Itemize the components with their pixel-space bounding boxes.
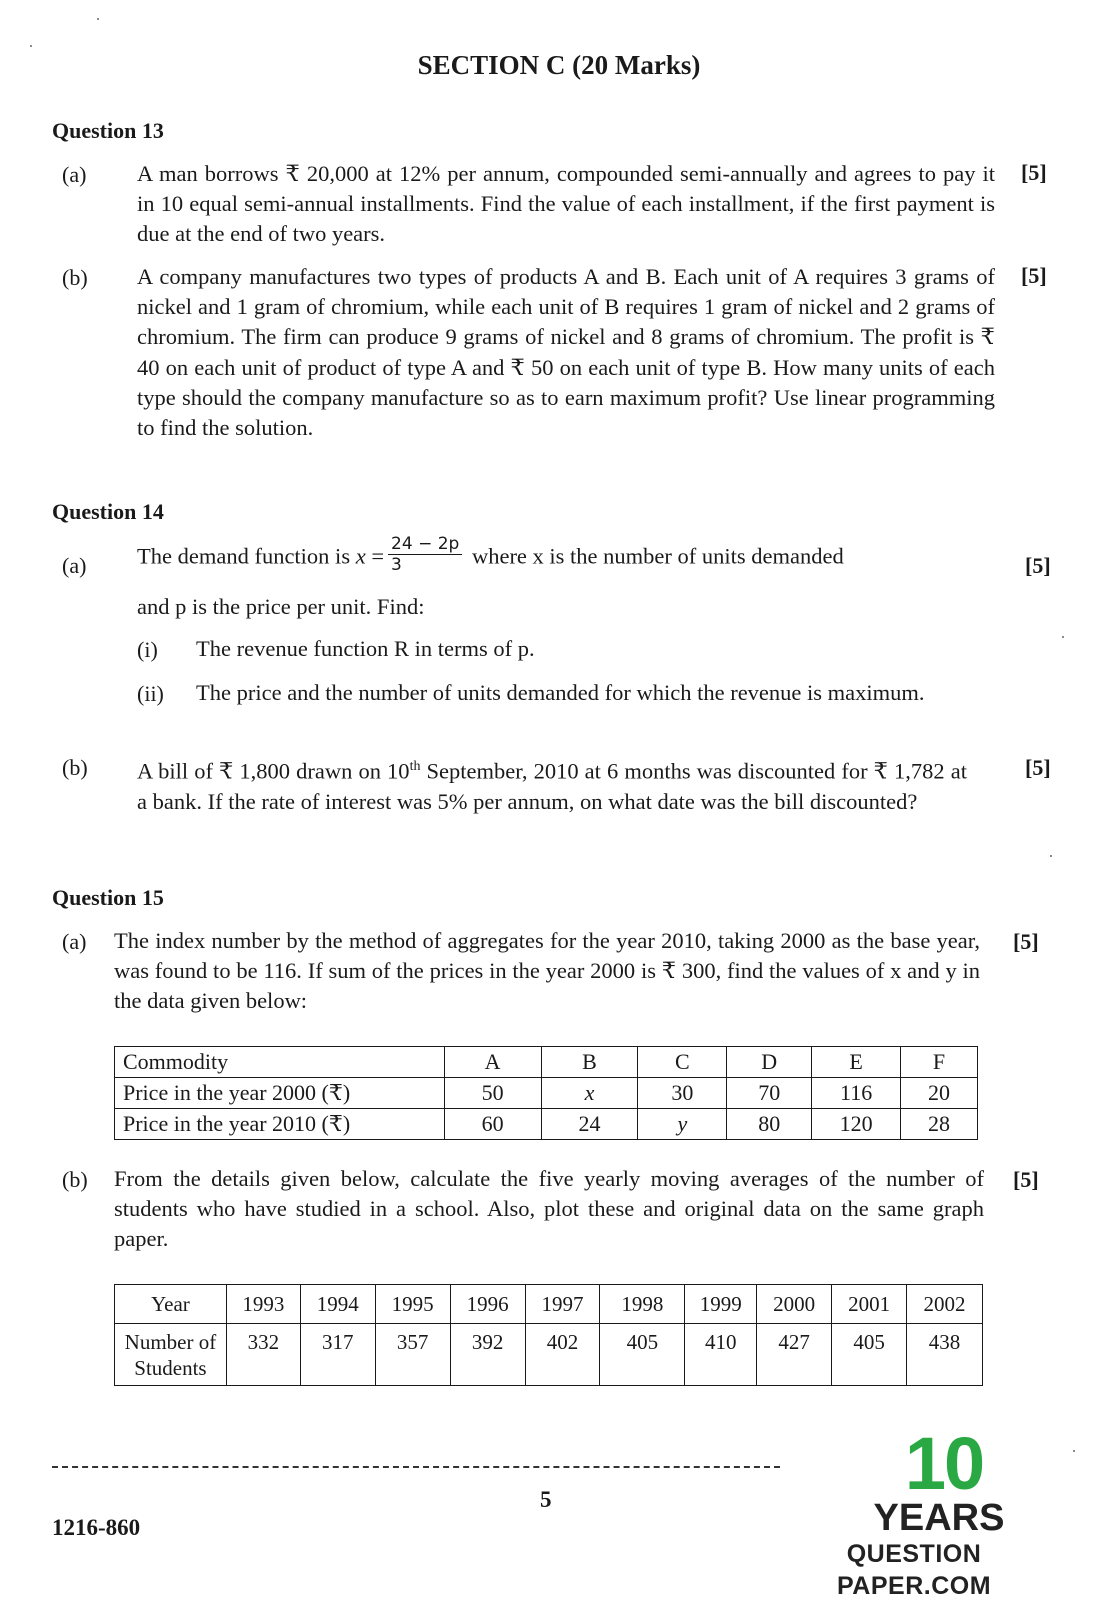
q14b-text	[137, 752, 967, 817]
q14a-sub-i-label: (i)	[137, 637, 158, 662]
table-cell: F	[901, 1047, 978, 1078]
students-table	[114, 1284, 983, 1386]
table-cell: 24	[541, 1109, 638, 1140]
question-13-heading: Question 13	[52, 118, 164, 143]
q14a-sub-ii-text: The price and the number of units demanded for which the revenue is maximum.	[196, 680, 925, 705]
table-cell: 120	[812, 1109, 901, 1140]
site-logo	[784, 1422, 1044, 1602]
table-cell: 317	[300, 1324, 375, 1386]
q14a-text-after: where x is the number of units demanded	[471, 543, 844, 569]
table-cell: x	[541, 1078, 638, 1109]
fraction-numerator: 24 − 2p	[388, 534, 462, 555]
q14a-label: (a)	[62, 553, 87, 578]
scan-speck	[30, 45, 32, 47]
table-cell: 2002	[907, 1285, 983, 1324]
table-cell: 2000	[757, 1285, 832, 1324]
table-cell: 60	[444, 1109, 541, 1140]
q15a-marks: [5]	[1013, 929, 1039, 954]
q14b-superscript: th	[409, 759, 421, 774]
q15a-text: The index number by the method of aggregates for the year 2010, taking 2000 as the base year, was found to be 116. If sum of the prices in the year 2000 is ₹ 300, find the values of x and y in the data given below:	[114, 928, 980, 1014]
table-cell: 405	[600, 1324, 685, 1386]
table-cell: D	[727, 1047, 812, 1078]
table-cell: 410	[685, 1324, 757, 1386]
logo-number: 10	[904, 1422, 984, 1505]
q15b-label: (b)	[62, 1167, 88, 1192]
table-cell: Commodity	[115, 1047, 445, 1078]
table-cell: 1999	[685, 1285, 757, 1324]
q14a-line1	[137, 534, 977, 579]
section-title: SECTION C (20 Marks)	[417, 50, 701, 80]
q13b-marks: [5]	[1021, 263, 1047, 288]
table-cell: 28	[901, 1109, 978, 1140]
table-cell: 438	[907, 1324, 983, 1386]
table-cell: C	[638, 1047, 727, 1078]
scan-speck	[1050, 855, 1052, 857]
q14b-marks: [5]	[1025, 755, 1051, 780]
q13b-label: (b)	[62, 265, 88, 290]
table-row	[115, 1324, 983, 1386]
scan-speck	[97, 18, 99, 20]
table-cell: 392	[450, 1324, 525, 1386]
q13a-label: (a)	[62, 162, 87, 187]
table-cell: 50	[444, 1078, 541, 1109]
table-cell: 1998	[600, 1285, 685, 1324]
logo-years: YEARS	[873, 1497, 1005, 1539]
table-cell: B	[541, 1047, 638, 1078]
table-cell: 1997	[525, 1285, 600, 1324]
table-cell: 1996	[450, 1285, 525, 1324]
table-cell: 2001	[832, 1285, 907, 1324]
q13b-text: A company manufactures two types of products A and B. Each unit of A requires 3 grams of nickel and 1 gram of chromium, while each unit of B requires 1 gram of nickel and 2 grams of chromium. The firm can produce 9 grams of nickel and 8 grams of chromium. The profit is ₹ 40 on each unit of product of type A and ₹ 50 on each unit of type B. How many units of each type should the company manufacture so as to earn maximum profit? Use linear programming to find the solution.	[137, 264, 995, 441]
q15b-text: From the details given below, calculate the five yearly moving averages of the number of students who have studied in a school. Also, plot these and original data on the same graph paper.	[114, 1166, 984, 1252]
q14a-sub-ii-label: (ii)	[137, 681, 164, 706]
paper-code: 1216-860	[52, 1515, 141, 1540]
footer-divider	[52, 1466, 780, 1468]
table-row	[115, 1109, 978, 1140]
q13a-text: A man borrows ₹ 20,000 at 12% per annum, compounded semi-annually and agrees to pay it in 10 equal semi-annual installments. Find the value of each installment, if the first payment is due at the end of two years.	[137, 161, 995, 247]
q14a-text-before: The demand function is	[137, 543, 351, 569]
table-row	[115, 1047, 978, 1078]
table-cell: 1995	[375, 1285, 450, 1324]
q14a-var-x: x	[355, 543, 366, 569]
q14b-text-part1: A bill of ₹ 1,800 drawn on 10	[137, 758, 410, 784]
question-14-heading: Question 14	[52, 499, 164, 524]
page-number: 5	[540, 1487, 552, 1512]
table-cell: 405	[832, 1324, 907, 1386]
table-cell: 20	[901, 1078, 978, 1109]
table-row	[115, 1078, 978, 1109]
table-cell: 30	[638, 1078, 727, 1109]
q14a-sub-i-text: The revenue function R in terms of p.	[196, 636, 535, 661]
q15b-marks: [5]	[1013, 1167, 1039, 1192]
q14b-label: (b)	[62, 755, 88, 780]
table-cell: 80	[727, 1109, 812, 1140]
table-cell: 427	[757, 1324, 832, 1386]
logo-site: QUESTION PAPER.COM	[836, 1540, 992, 1600]
demand-fraction	[388, 534, 462, 575]
table-cell: 402	[525, 1324, 600, 1386]
fraction-denominator: 3	[391, 555, 402, 575]
scan-speck	[1073, 1450, 1075, 1452]
table-cell: E	[812, 1047, 901, 1078]
price-table	[114, 1046, 978, 1140]
table-cell: A	[444, 1047, 541, 1078]
scan-speck	[1062, 636, 1064, 638]
table-cell: Number of Students	[115, 1324, 227, 1386]
q14a-line2: and p is the price per unit. Find:	[137, 594, 425, 619]
table-cell: Price in the year 2000 (₹)	[115, 1078, 445, 1109]
q14b-text-part2: September, 2010 at 6 months was discounted for ₹ 1,782 at a bank. If the rate of interest was 5% per annum, on what date was the bill discounted?	[137, 758, 968, 814]
table-cell: 116	[812, 1078, 901, 1109]
q14a-marks: [5]	[1025, 553, 1051, 578]
table-cell: 1993	[226, 1285, 300, 1324]
q14a-equals: =	[371, 543, 385, 569]
table-cell: 357	[375, 1324, 450, 1386]
table-cell: 70	[727, 1078, 812, 1109]
q13a-marks: [5]	[1021, 160, 1047, 185]
table-cell: y	[638, 1109, 727, 1140]
table-cell: Price in the year 2010 (₹)	[115, 1109, 445, 1140]
q15a-label: (a)	[62, 929, 87, 954]
table-cell: 332	[226, 1324, 300, 1386]
table-cell: Year	[115, 1285, 227, 1324]
table-row	[115, 1285, 983, 1324]
table-cell: 1994	[300, 1285, 375, 1324]
question-15-heading: Question 15	[52, 885, 164, 910]
